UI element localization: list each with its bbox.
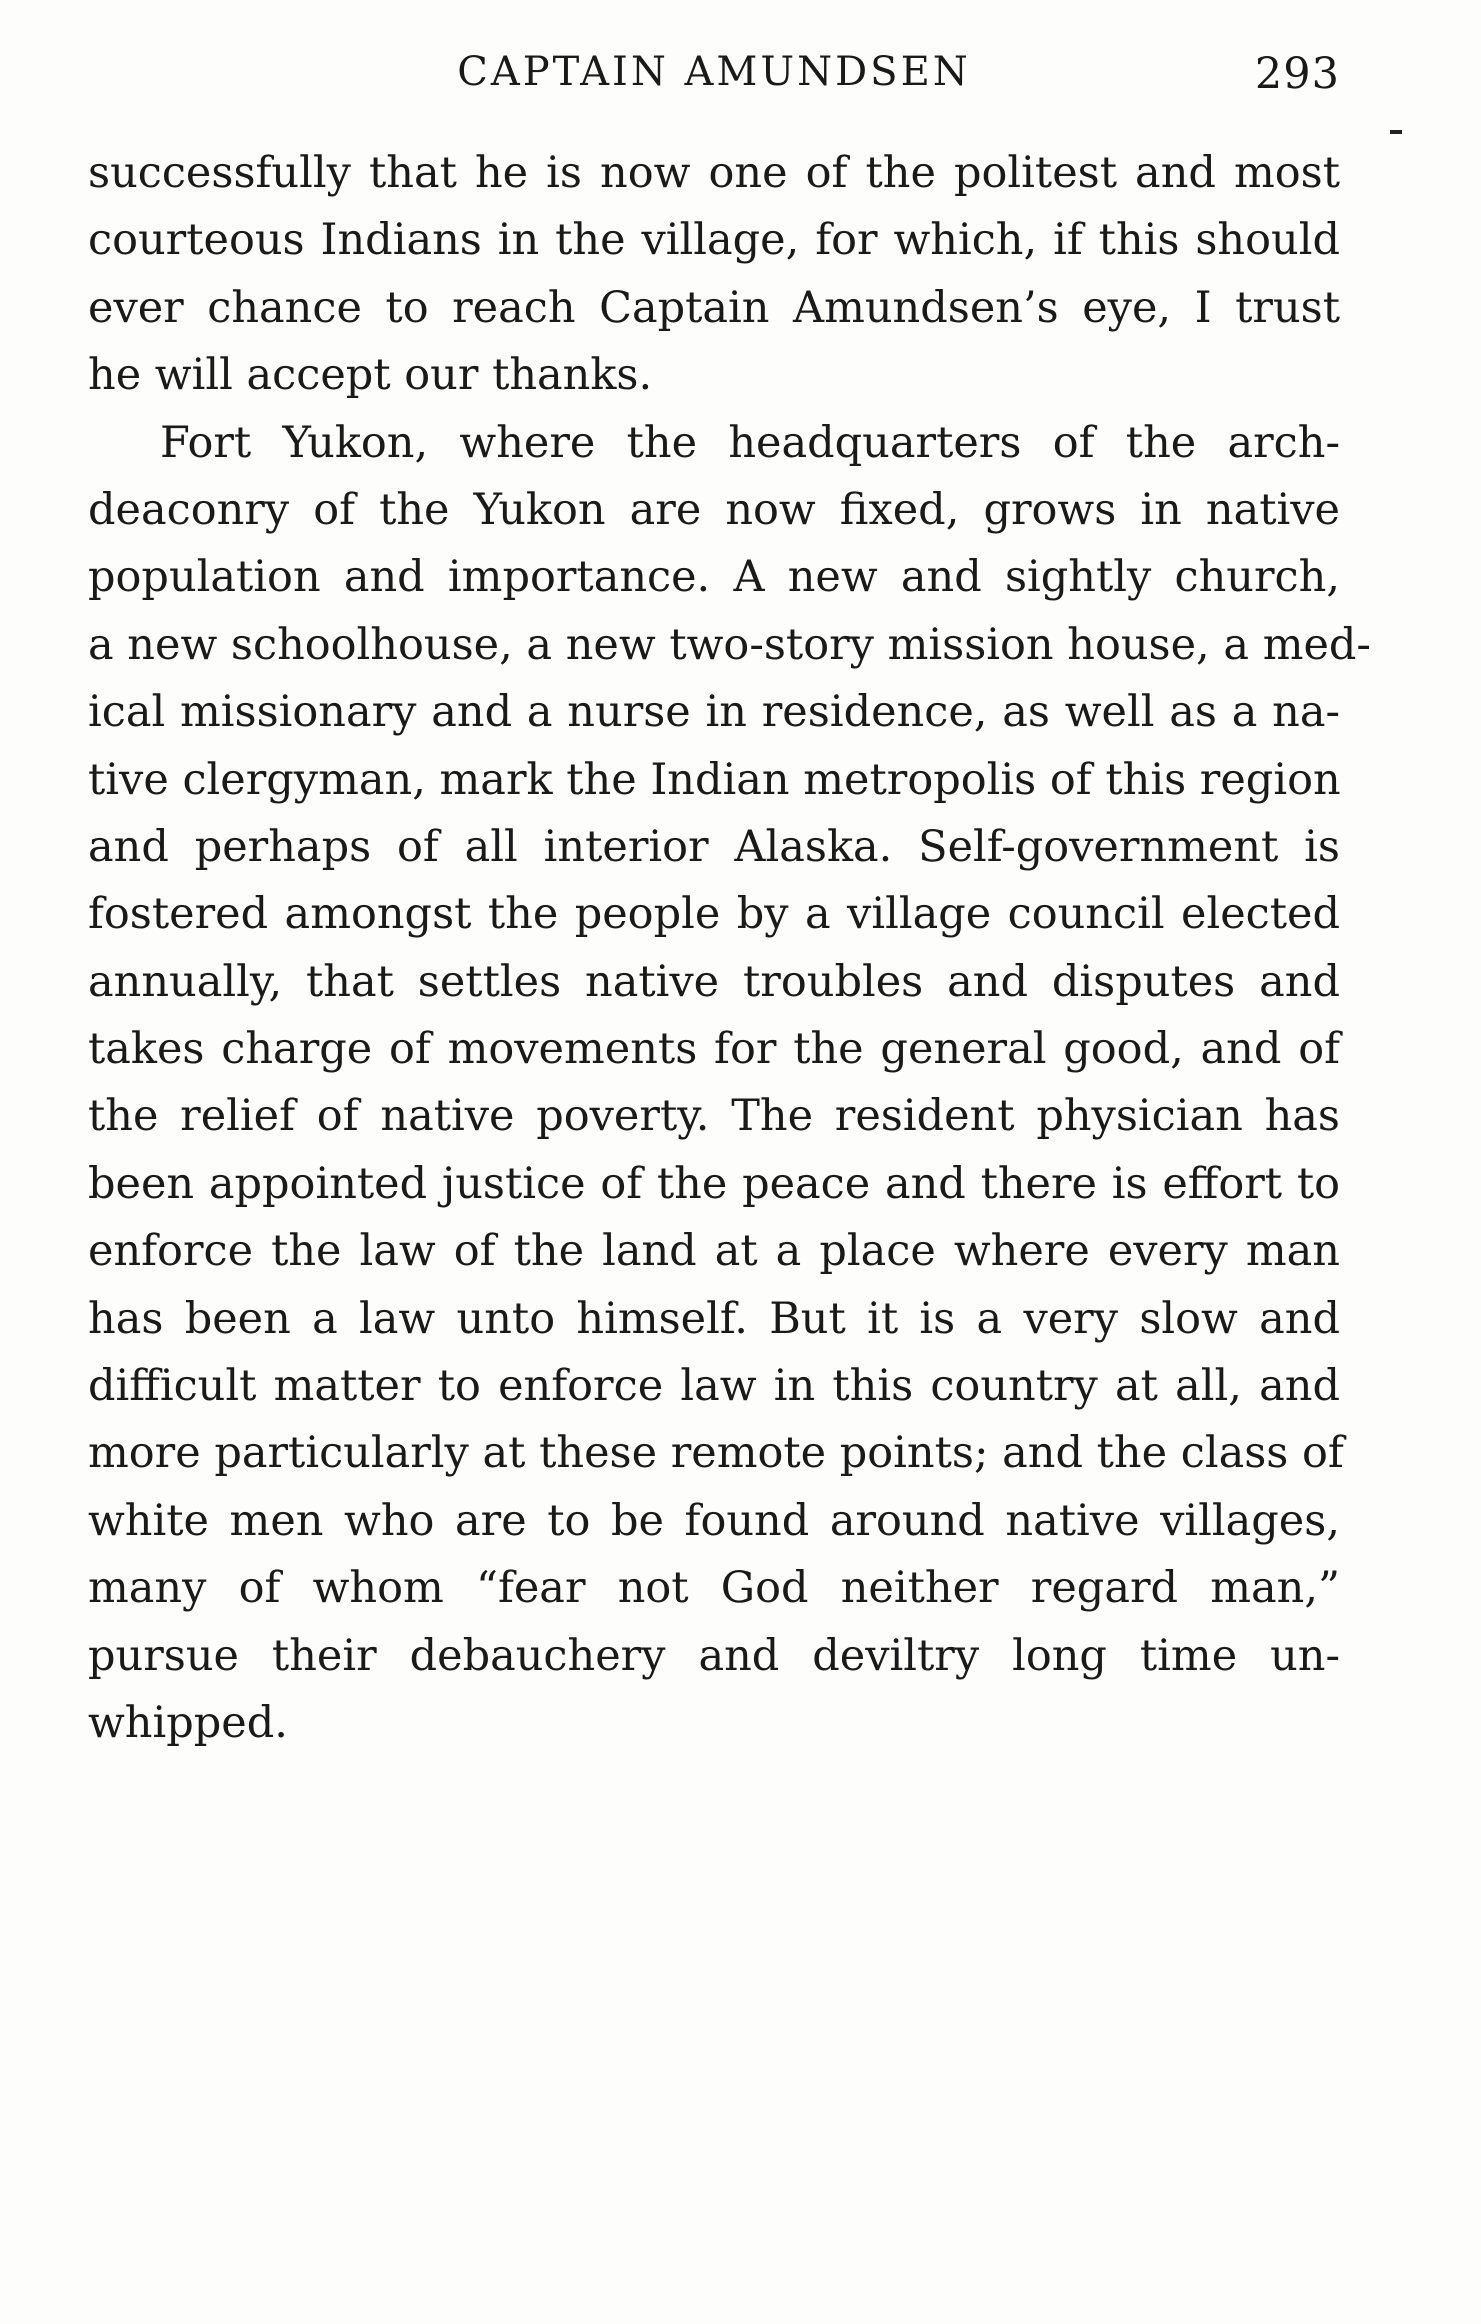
text-line: he will accept our thanks. (88, 350, 653, 401)
text-line: ever chance to reach Captain Amundsen’s eye, I trust (88, 282, 1340, 333)
text-line: Fort Yukon, where the headquarters of the arch- (160, 417, 1340, 468)
text-line: takes charge of movements for the general good, and of (88, 1024, 1340, 1075)
text-line: difficult matter to enforce law in this country at all, and (88, 1361, 1340, 1412)
text-line: successfully that he is now one of the politest and most (88, 148, 1340, 198)
text-line: more particularly at these remote points; and the class of (88, 1428, 1344, 1479)
text-line: been appointed justice of the peace and there is effort to (88, 1158, 1340, 1209)
text-line: has been a law unto himself. But it is a very slow and (88, 1293, 1340, 1344)
text-line: enforce the law of the land at a place where every man (88, 1226, 1340, 1277)
page-number: 293 (1254, 49, 1340, 99)
text-line: whipped. (88, 1697, 288, 1748)
running-head-title: CAPTAIN AMUNDSEN (457, 49, 971, 95)
text-line: many of whom “fear not God neither regard man,” (88, 1563, 1340, 1614)
text-line: population and importance. A new and sightly church, (88, 552, 1340, 603)
text-line: pursue their debauchery and deviltry long time un- (88, 1630, 1340, 1681)
text-line: annually, that settles native troubles and disputes and (88, 956, 1340, 1007)
text-line: courteous Indians in the village, for which, if this should (88, 215, 1340, 266)
text-line: tive clergyman, mark the Indian metropolis of this region (88, 754, 1341, 805)
text-line: fostered amongst the people by a village council elected (88, 889, 1340, 940)
text-line: deaconry of the Yukon are now fixed, grows in native (88, 484, 1340, 535)
text-line: ical missionary and a nurse in residence, as well as a na- (88, 687, 1340, 738)
text-line: the relief of native poverty. The resident physician has (88, 1091, 1340, 1142)
print-mark (1390, 130, 1402, 134)
body-text (88, 140, 1371, 1757)
running-head (88, 42, 1340, 102)
text-line: white men who are to be found around native villages, (88, 1495, 1340, 1546)
text-line: a new schoolhouse, a new two-story mission house, a med- (88, 619, 1371, 670)
text-line: and perhaps of all interior Alaska. Self-government is (88, 821, 1340, 872)
